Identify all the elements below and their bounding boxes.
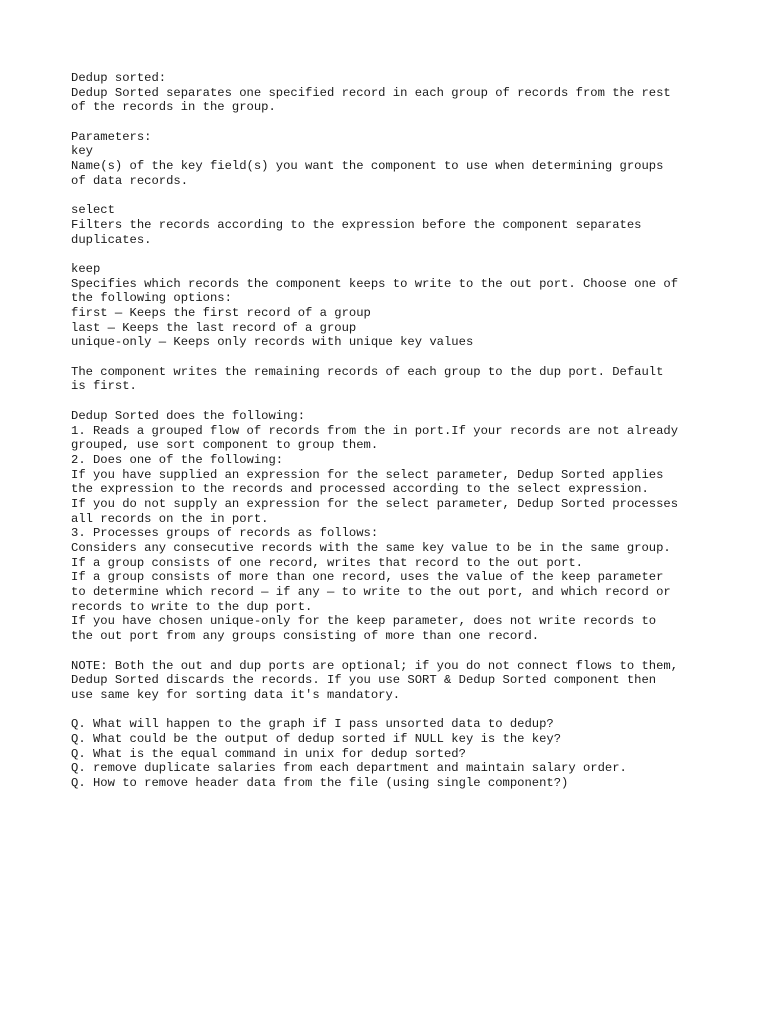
document-line: duplicates. bbox=[71, 232, 152, 247]
document-line: Q. remove duplicate salaries from each department and maintain salary order. bbox=[71, 761, 627, 776]
document-line: unique-only — Keeps only records with unique key values bbox=[71, 335, 474, 350]
document-line: use same key for sorting data it's mandatory. bbox=[71, 687, 401, 702]
document-line: Q. What could be the output of dedup sorted if NULL key is the key? bbox=[71, 731, 562, 746]
document-line: Dedup Sorted does the following: bbox=[71, 408, 306, 423]
document-line: to determine which record — if any — to write to the out port, and which record or bbox=[71, 585, 671, 600]
document-line: If you have chosen unique-only for the keep parameter, does not write records to bbox=[71, 614, 657, 629]
document-line: Q. What will happen to the graph if I pass unsorted data to dedup? bbox=[71, 717, 554, 732]
document-line: key bbox=[71, 144, 93, 159]
document-line bbox=[71, 394, 721, 409]
document-line bbox=[71, 350, 721, 365]
document-line: is first. bbox=[71, 379, 137, 394]
document-line bbox=[71, 189, 721, 204]
document-line bbox=[71, 644, 721, 659]
document-line bbox=[71, 115, 721, 130]
document-line: 1. Reads a grouped flow of records from the in port.If your records are not already bbox=[71, 423, 679, 438]
document-line: all records on the in port. bbox=[71, 511, 269, 526]
document-line: If you have supplied an expression for the select parameter, Dedup Sorted applies bbox=[71, 467, 664, 482]
document-line: If a group consists of more than one record, uses the value of the keep parameter bbox=[71, 570, 664, 585]
document-line: of the records in the group. bbox=[71, 100, 276, 115]
document-line: grouped, use sort component to group them. bbox=[71, 438, 379, 453]
document-line: 2. Does one of the following: bbox=[71, 452, 284, 467]
document-line: Dedup Sorted discards the records. If you use SORT & Dedup Sorted component then bbox=[71, 673, 657, 688]
document-line bbox=[71, 247, 721, 262]
document-line: keep bbox=[71, 261, 101, 276]
document-line: records to write to the dup port. bbox=[71, 599, 313, 614]
document-line: the following options: bbox=[71, 291, 232, 306]
document-line: Filters the records according to the expression before the component separates bbox=[71, 217, 642, 232]
document-line bbox=[71, 703, 721, 718]
document-line: Specifies which records the component keeps to write to the out port. Choose one of bbox=[71, 276, 679, 291]
document-line: the expression to the records and processed according to the select expression. bbox=[71, 482, 649, 497]
document-line: If a group consists of one record, writes that record to the out port. bbox=[71, 555, 583, 570]
document-line: Q. What is the equal command in unix for dedup sorted? bbox=[71, 746, 466, 761]
document-line: NOTE: Both the out and dup ports are optional; if you do not connect flows to them, bbox=[71, 658, 679, 673]
document-line: 3. Processes groups of records as follows: bbox=[71, 526, 379, 541]
document-line: select bbox=[71, 203, 115, 218]
document-line: Considers any consecutive records with the same key value to be in the same group. bbox=[71, 541, 671, 555]
document-line: If you do not supply an expression for the select parameter, Dedup Sorted processes bbox=[71, 496, 679, 511]
document-line: the out port from any groups consisting of more than one record. bbox=[71, 629, 540, 644]
document-line: Q. How to remove header data from the file (using single component?) bbox=[71, 776, 569, 790]
document-line: Dedup sorted: bbox=[71, 71, 167, 85]
document-line: Dedup Sorted separates one specified record in each group of records from the rest bbox=[71, 85, 671, 100]
document-line: of data records. bbox=[71, 173, 189, 188]
document-line: The component writes the remaining records of each group to the dup port. Default bbox=[71, 364, 664, 379]
document-line: Name(s) of the key field(s) you want the component to use when determining groups bbox=[71, 159, 664, 174]
document-line: last — Keeps the last record of a group bbox=[71, 320, 357, 335]
document-line: first — Keeps the first record of a group bbox=[71, 306, 371, 320]
document-line: Parameters: bbox=[71, 129, 152, 144]
document-body bbox=[71, 71, 721, 791]
